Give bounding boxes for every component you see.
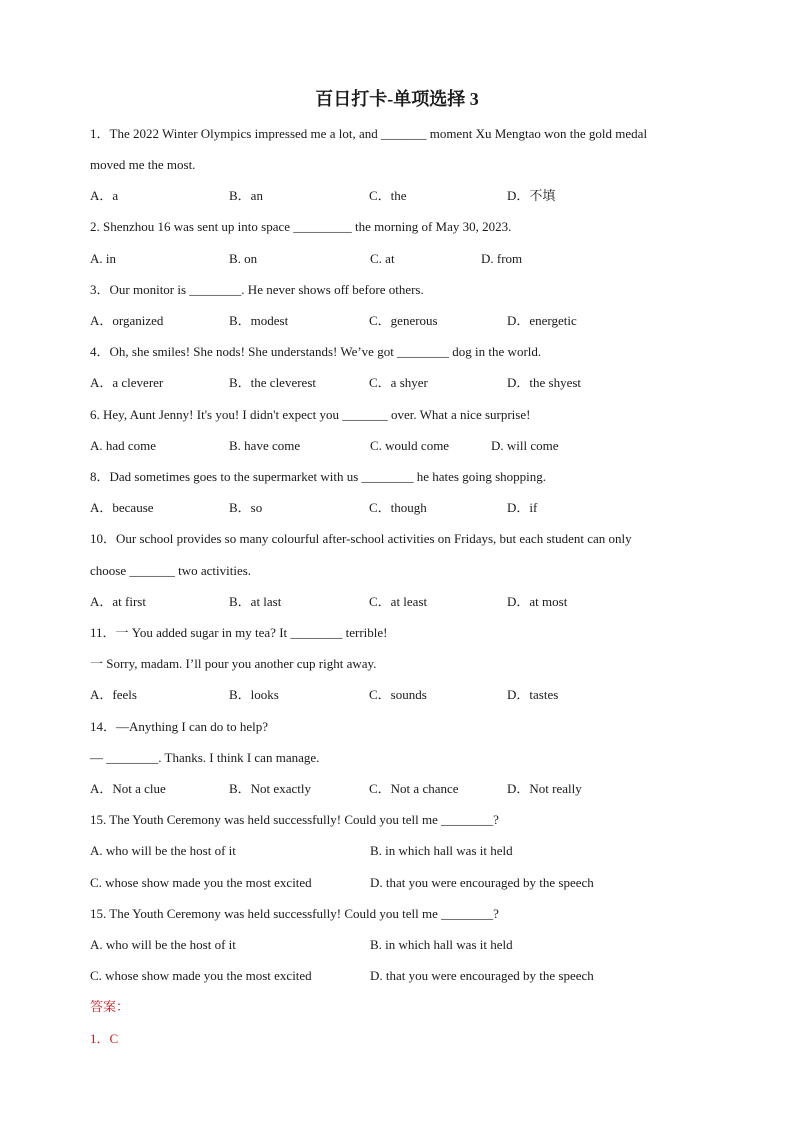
question-10-option-c: C．at least — [369, 594, 428, 609]
question-15b-line-1: 15. The Youth Ceremony was held successfully! Could you tell me ________? — [90, 906, 499, 921]
question-10-option-d: D．at most — [507, 594, 568, 609]
question-3-option-b: B．modest — [229, 313, 289, 328]
question-14-option-c: C．Not a chance — [369, 781, 459, 796]
question-14-line-2: — ________. Thanks. I think I can manage. — [90, 750, 320, 765]
question-8-option-d: D．if — [507, 500, 538, 515]
question-3-line-1: 3．Our monitor is ________. He never shows off before others. — [90, 282, 424, 297]
question-2-option-a: A. in — [90, 251, 116, 266]
question-15b-option-b: B. in which hall was it held — [370, 937, 513, 952]
question-15b-option-c: C. whose show made you the most excited — [90, 968, 312, 983]
question-4-line-1: 4．Oh, she smiles! She nods! She understands! We’ve got ________ dog in the world. — [90, 344, 542, 359]
question-2-option-d: D. from — [481, 251, 523, 266]
question-10-option-b: B．at last — [229, 594, 282, 609]
question-15b-option-a: A. who will be the host of it — [90, 937, 236, 952]
question-11-option-c: C．sounds — [369, 687, 427, 702]
question-10-option-a: A．at first — [90, 594, 146, 609]
question-3-option-c: C．generous — [369, 313, 438, 328]
question-8-option-c: C．though — [369, 500, 427, 515]
question-3-option-a: A．organized — [90, 313, 164, 328]
question-6-option-b: B. have come — [229, 438, 301, 453]
question-10-line-1: 10．Our school provides so many colourful after-school activities on Fridays, but each student can only — [90, 531, 632, 546]
question-11-option-a: A．feels — [90, 687, 137, 702]
question-6-option-a: A. had come — [90, 438, 157, 453]
question-8-line-1: 8．Dad sometimes goes to the supermarket with us ________ he hates going shopping. — [90, 469, 547, 484]
question-1-line-2: moved me the most. — [90, 157, 196, 172]
question-15a-option-d: D. that you were encouraged by the speech — [370, 875, 594, 890]
question-11-option-d: D．tastes — [507, 687, 559, 702]
question-4-option-c: C．a shyer — [369, 375, 428, 390]
question-15a-line-1: 15. The Youth Ceremony was held successfully! Could you tell me ________? — [90, 812, 499, 827]
question-2-option-b: B. on — [229, 251, 258, 266]
answer-1: 1．C — [90, 1031, 119, 1046]
question-10-line-2: choose _______ two activities. — [90, 563, 252, 578]
question-15a-option-a: A. who will be the host of it — [90, 843, 236, 858]
question-15b-option-d: D. that you were encouraged by the speech — [370, 968, 594, 983]
question-1-line-1: 1．The 2022 Winter Olympics impressed me a lot, and _______ moment Xu Mengtao won the gold medal — [90, 126, 648, 141]
question-1-option-b: B．an — [229, 188, 263, 203]
question-15a-option-b: B. in which hall was it held — [370, 843, 513, 858]
question-6-option-d: D. will come — [491, 438, 559, 453]
question-15a-option-c: C. whose show made you the most excited — [90, 875, 312, 890]
question-14-option-a: A．Not a clue — [90, 781, 166, 796]
question-1-option-c: C．the — [369, 188, 407, 203]
question-1-option-d: D．不填 — [507, 188, 556, 203]
question-6-line-1: 6. Hey, Aunt Jenny! It's you! I didn't expect you _______ over. What a nice surprise! — [90, 407, 531, 422]
question-4-option-a: A．a cleverer — [90, 375, 164, 390]
question-8-option-a: A．because — [90, 500, 154, 515]
question-14-option-b: B．Not exactly — [229, 781, 311, 796]
question-1-option-a: A．a — [90, 188, 119, 203]
question-11-line-2: 一 Sorry, madam. I’ll pour you another cup right away. — [90, 656, 377, 671]
answers-heading: 答案： — [90, 999, 130, 1014]
question-8-option-b: B．so — [229, 500, 263, 515]
question-11-line-1: 11．一 You added sugar in my tea? It ________ terrible! — [90, 625, 388, 640]
page-title: 百日打卡-单项选择 3 — [315, 89, 479, 109]
question-4-option-d: D．the shyest — [507, 375, 582, 390]
question-3-option-d: D．energetic — [507, 313, 577, 328]
question-4-option-b: B．the cleverest — [229, 375, 316, 390]
question-2-line-1: 2. Shenzhou 16 was sent up into space _________ the morning of May 30, 2023. — [90, 219, 512, 234]
question-2-option-c: C. at — [370, 251, 395, 266]
question-14-line-1: 14．—Anything I can do to help? — [90, 719, 268, 734]
question-11-option-b: B．looks — [229, 687, 279, 702]
question-6-option-c: C. would come — [370, 438, 450, 453]
question-14-option-d: D．Not really — [507, 781, 582, 796]
